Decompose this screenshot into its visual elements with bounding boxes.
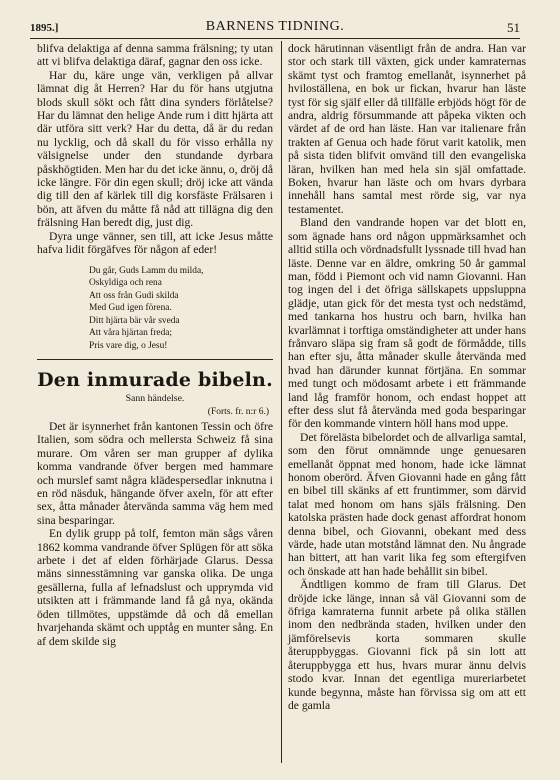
page-number: 51 (507, 20, 520, 35)
section-divider (37, 359, 273, 361)
verse-line: Att oss från Gudi skilda (89, 290, 179, 301)
article-subtitle: Sann händelse. (125, 393, 185, 404)
column-divider (281, 41, 282, 763)
paragraph: dock härutinnan väsentligt från de andra. Han var stor och stark till växten, gick under kamraternas skämt tyst och framtog emellanåt, isynnerhet på hviloställena, en bok ur fickan, hvarur han läste tyst för sig själf eller då tillfälle erbjöds högt för de andra, aldrig försummande att påpeka vikten och värdet af de ord han läste. Han var italienare från trakten af Genua och hade förut varit katolik, men på sista tiden blifvit omvänd till den evangeliska läran, hvilken han med hela sin själ omfattade. Boken, hvarur han läste och om hvars dyrbara innehåll hans samtal mest rörde sig, var nya testamentet. (288, 42, 526, 216)
article-title: Den inmurade bibeln. (37, 369, 273, 391)
hymn-verse (89, 265, 273, 353)
paragraph: blifva delaktiga af denna samma frälsning; ty utan att vi blifva delaktiga däraf, gagnar den oss icke. (37, 42, 273, 69)
right-column (288, 42, 526, 712)
verse-line: Med Gud igen förena. (89, 303, 172, 313)
paragraph: Det förelästa bibelordet och de allvarliga samtal, som den förut omnämnde unge genuesaren emellanåt öppnat med honom, hade icke lämnat honom oberörd. Äfven Giovanni hade en gång fått en bibel till skänks af ett fruntimmer, som därvid talat med honom om hans själs frälsning. Den katolska prästen hade dock genast affordrat honom denna bibel, och Giovanni, obekant med dess värde, hade utan motstånd lämnat den. Nu ångrade han bittert, att han varit lika feg som eftergifven och önskade att han hade behållit sin bibel. (288, 430, 526, 578)
header-title: BARNENS TIDNING. (205, 19, 345, 34)
left-column (37, 42, 273, 648)
paragraph: Bland den vandrande hopen var det blott en, som ägnade hans ord någon uppmärksamhet och alltid stilla och vördnadsfullt lyssnade till hvad han läste. Denne var en äldre, omkring 50 år gammal man, född i Piemont och vid namn Giovanni. Han tog ingen del i det öfriga sällskapets uppsluppna glädje, utan gick för det mesta tyst och nedstämd, med tankarna hos hustru och barn, hvilka han kvarlämnat i torftiga omständigheter att under hans frånvaro släpa sig fram så godt de förmådde, tills han efter sju, åtta månader skulle återvända med hvad han därunder kunnat förtjäna. En sommar med tungt och mödosamt arbete i ett främmande land låg framför honom, och endast hoppet att efter dess slut få återvända med goda besparingar för den kommande vintern höll hans mod uppe. (288, 216, 526, 431)
header-year: 1895.] (30, 22, 59, 34)
header-rule (30, 38, 520, 39)
verse-line: Du går, Guds Lamm du milda, (89, 265, 204, 276)
paragraph: Ändtligen kommo de fram till Glarus. Det dröjde icke länge, innan så väl Giovanni som de öfriga kamraterna funnit arbete på olika ställen inom den nedbrända staden, hvilken under den jämförelsevis korta sommaren skulle återuppbyggas. Giovanni fick på sin lott att återuppbygga ett hus, hvars murar ännu delvis stodo kvar. Innan det egentliga mureriarbetet kunde begynna, måste han förvissa sig om att ett de gamla (288, 578, 526, 712)
paragraph: Har du, käre unge vän, verkligen på allvar lämnat dig åt Herren? Har du för hans utgjutna blods skull sökt och fått dina synders förlåtelse? Har du lämnat den helige Ande rum i ditt hjärta att där utföra sitt verk? Har du detta, då är du redan nu lycklig, och då skall du för visso erhålla ny välsignelse under den stundande dyrbara påskhögtiden. Men har du det icke ännu, o, dröj då icke längre. För din egen skull; dröj icke att vända dig till den af kärlek till dig korsfäste Frälsaren i bön, att äfven du måtte få nåd att tillägna dig den frälsning Han beredt dig, just dig. (37, 68, 273, 230)
continuation-note: (Forts. fr. n:r 6.) (207, 407, 269, 417)
verse-line: Att våra hjärtan freda; (89, 328, 173, 338)
paragraph: En dylik grupp på tolf, femton män sågs våren 1862 komma vandrande öfver Splügen för att söka arbete i det af elden förhärjade Glarus. Dessa mäns sinnesstämning var ganska olika. De unga gesällerna, fulla af lefnadslust och upprymda vid utsikten att i främmande land få gå nya, okända öden tillmötes, uppstämde då och då emellan hvarjehanda skämt och upptåg en munter sång. En af dem skilde sig (37, 527, 273, 648)
verse-line: Ditt hjärta bär vår sveda (89, 315, 180, 326)
page-header (30, 18, 520, 38)
verse-line: Pris vare dig, o Jesu! (89, 340, 168, 351)
paragraph: Det är isynnerhet från kantonen Tessin och öfre Italien, som södra och mellersta Schweiz få sina murare. Om våren ser man grupper af dylika komma vandrande öfver bergen med hammare och murslef samt några klädespersedlar inknutna i en röd näsduk, hängande öfver axeln, för att efter sex, åtta månader återvända samma väg hem med sina besparingar. (37, 420, 273, 527)
verse-line: Oskyldiga och rena (89, 278, 162, 288)
paragraph: Dyra unge vänner, sen till, att icke Jesus måtte hafva lidit förgäfves för någon af eder! (37, 229, 273, 257)
